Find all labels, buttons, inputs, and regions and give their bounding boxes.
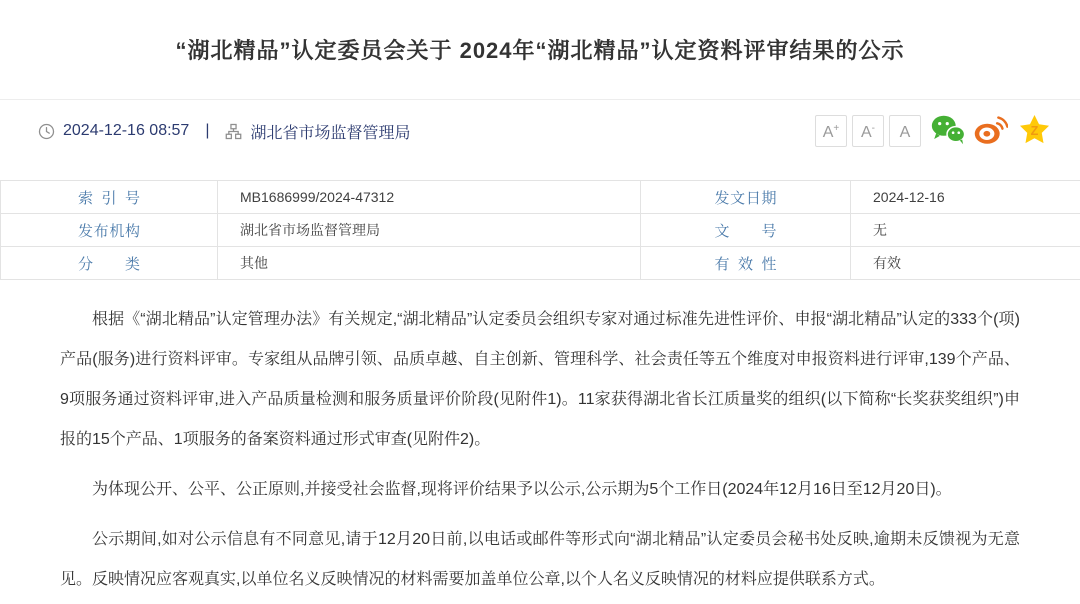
validity-value: 有效 bbox=[851, 247, 1080, 280]
wechat-share-button[interactable] bbox=[932, 115, 964, 147]
article-paragraph: 公示期间,如对公示信息有不同意见,请于12月20日前,以电话或邮件等形式向“湖北精品”认定委员会秘书处反映,逾期未反馈视为无意见。反映情况应客观真实,以单位名义反映情况的材料需要加盖单位公章,以个人名义反映情况的材料应提供联系方式。 bbox=[60, 531, 1020, 588]
document-info-table bbox=[0, 180, 1080, 280]
validity-label: 有效性 bbox=[641, 247, 851, 280]
table-row bbox=[1, 247, 1080, 280]
article-body bbox=[0, 280, 1080, 600]
article-paragraph: 为体现公开、公平、公正原则,并接受社会监督,现将评价结果予以公示,公示期为5个工作日(2024年12月16日至12月20日)。 bbox=[92, 481, 952, 498]
qzone-share-button[interactable] bbox=[1018, 115, 1050, 147]
clock-icon bbox=[38, 123, 55, 140]
meta-controls bbox=[810, 115, 1050, 147]
table-row bbox=[1, 214, 1080, 247]
weibo-icon bbox=[974, 114, 1008, 148]
meta-row bbox=[0, 100, 1080, 162]
page-title: “湖北精品”认定委员会关于 2024年“湖北精品”认定资料评审结果的公示 bbox=[175, 38, 905, 63]
index-number-value: MB1686999/2024-47312 bbox=[218, 181, 641, 214]
table-row bbox=[1, 181, 1080, 214]
source-organization: 湖北省市场监督管理局 bbox=[250, 124, 411, 142]
qzone-icon bbox=[1019, 114, 1050, 148]
article-paragraph: 根据《“湖北精品”认定管理办法》有关规定,“湖北精品”认定委员会组织专家对通过标准先进性评价、申报“湖北精品”认定的333个(项)产品(服务)进行资料评审。专家组从品牌引领、品质卓越、自主创新、管理科学、社会责任等五个维度对申报资料进行评审,139个产品、9项服务通过资料评审,进入产品质量检测和服务质量评价阶段(见附件1)。11家获得湖北省长江质量奖的组织(以下简称“长奖获奖组织”)申报的15个产品、1项服务的备案资料通过形式审查(见附件2)。 bbox=[60, 311, 1020, 448]
font-increase-button[interactable]: A + bbox=[815, 115, 847, 147]
category-value: 其他 bbox=[218, 247, 641, 280]
wechat-icon bbox=[931, 114, 965, 148]
weibo-share-button[interactable] bbox=[975, 115, 1007, 147]
meta-info bbox=[38, 120, 411, 143]
meta-divider: | bbox=[205, 122, 210, 139]
issue-date-value: 2024-12-16 bbox=[851, 181, 1080, 214]
font-decrease-button[interactable]: A - bbox=[852, 115, 884, 147]
category-label: 分类 bbox=[1, 247, 218, 280]
font-reset-button[interactable]: A bbox=[889, 115, 921, 147]
article-header bbox=[0, 0, 1080, 100]
publisher-value: 湖北省市场监督管理局 bbox=[218, 214, 641, 247]
organization-icon bbox=[225, 123, 242, 140]
doc-number-value: 无 bbox=[851, 214, 1080, 247]
svg-text:Z: Z bbox=[1030, 123, 1038, 138]
publish-datetime: 2024-12-16 08:57 bbox=[63, 122, 190, 139]
publisher-label: 发布机构 bbox=[1, 214, 218, 247]
index-number-label: 索引号 bbox=[1, 181, 218, 214]
issue-date-label: 发文日期 bbox=[641, 181, 851, 214]
doc-number-label: 文号 bbox=[641, 214, 851, 247]
